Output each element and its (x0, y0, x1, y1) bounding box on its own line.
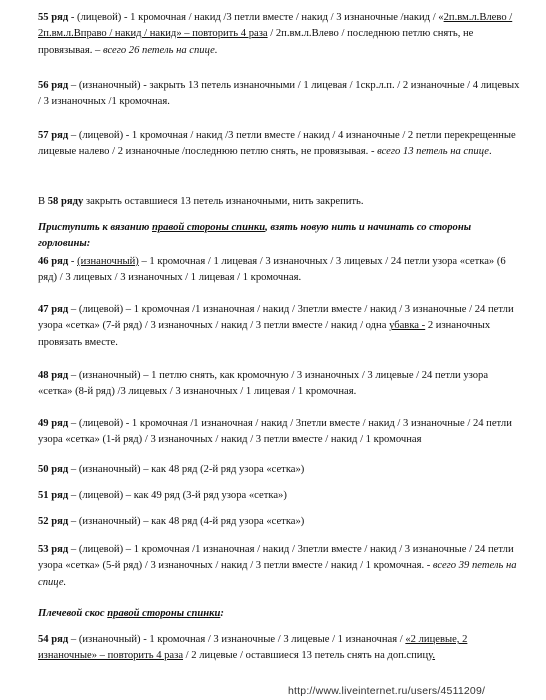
paragraph (38, 542, 520, 591)
paragraph (38, 416, 520, 449)
text-run: 47 ряд (38, 304, 69, 315)
text-run: 55 ряд (38, 12, 69, 23)
paragraph (38, 220, 520, 253)
text-run: - всего 39 петель на спице. (38, 560, 517, 588)
text-run: - (68, 256, 78, 267)
text-run: (изнаночный) (77, 256, 139, 267)
paragraph (38, 462, 520, 478)
text-run: . (488, 146, 492, 158)
text-run: 56 ряд (38, 80, 69, 91)
text-run: 46 ряд (38, 256, 69, 267)
paragraph (38, 302, 520, 351)
text-run: 48 ряд (38, 370, 69, 381)
text-run: правой стороны спинки (151, 222, 266, 233)
text-run: – всего 26 петель на спице. (95, 44, 218, 56)
text-run: Плечевой скос (38, 608, 108, 619)
paragraph (38, 10, 520, 59)
text-run: 52 ряд (38, 516, 69, 527)
text-run: – 1 кромочная / 1 лицевая / 3 изнаночных / 3 лицевых / 24 петли узора «сетка» (6 ряд) / 3 лицевых / 3 изнаночных / 1 лицевая / 1 кромочная. (38, 256, 506, 284)
text-run: – (изнаночный) - 1 кромочная / 3 изнаночные / 3 лицевые / 1 изнаночная / (68, 634, 406, 645)
text-run: – (лицевой) - 1 кромочная / накид /3 петли вместе / накид / 4 изнаночные / 2 петли перекрещенные лицевые налево / 2 изнаночные /последнюю петлю снять, не провязывая. - (38, 130, 516, 158)
paragraph (38, 606, 520, 622)
text-run: 51 ряд (38, 490, 69, 501)
text-run: , взять новую нить и начинать со стороны горловины: (38, 222, 472, 250)
text-run: 54 ряд (38, 634, 69, 645)
text-run: - (лицевой) - 1 кромочная / накид /3 петли вместе / накид / 3 изнаночные /накид / « (68, 12, 444, 23)
text-run: : (220, 608, 224, 619)
text-run: 2п.вм.л.Влево / 2п.вм.л.Вправо / накид / накид» – повторить 4 раза (38, 12, 513, 40)
text-run: / 2 лицевые / оставшиеся 13 петель снять на доп.спицу (183, 650, 433, 662)
text-run: 58 ряду (47, 196, 84, 207)
text-run: 50 ряд (38, 464, 69, 475)
text-run: – (лицевой) – как 49 ряд (3-й ряд узора «сетка») (68, 490, 287, 501)
text-run: Приступить к вязанию (38, 222, 152, 233)
text-run: – (лицевой) – 1 кромочная /1 изнаночная / накид / 3петли вместе / накид / 3 изнаночные / 24 петли узора «сетка» (5-й ряд) / 3 изнаночных / накид / 3 петли вместе / накид / 1 кромочная. (38, 544, 514, 572)
text-run: В (38, 196, 48, 207)
paragraph (38, 78, 520, 111)
text-run: – (лицевой) – 1 кромочная /1 изнаночная / накид / 3петли вместе / накид / 3 изнаночные / 24 петли узора «сетка» (7-й ряд) / 3 изнаночных / накид / 3 петли вместе / накид / одна (38, 304, 514, 332)
text-run: 57 ряд (38, 130, 69, 141)
text-run: правой стороны спинки (107, 608, 221, 619)
text-run: . (432, 650, 436, 662)
text-run: – (изнаночный) – как 48 ряд (2-й ряд узора «сетка») (68, 464, 305, 475)
paragraph (38, 194, 520, 210)
text-run: «2 лицевые, 2 изнаночные» – повторить 4 раза (38, 634, 468, 662)
text-run: всего 13 петель на спице (377, 146, 489, 158)
paragraph (38, 368, 520, 401)
text-run: – (изнаночный) - закрыть 13 петель изнаночными / 1 лицевая / 1скр.л.п. / 2 изнаночные / 4 лицевых / 3 изнаночных /1 кромочная. (38, 80, 520, 108)
text-run: – (лицевой) - 1 кромочная /1 изнаночная / накид / 3петли вместе / накид / 3 изнаночные / 24 петли узора «сетка» (1-й ряд) / 3 изнаночных / накид / 3 петли вместе / накид / 1 кромочная (38, 418, 512, 446)
watermark-url: http://www.liveinternet.ru/users/4511209/ (288, 685, 486, 697)
text-run: закрыть оставшиеся 13 петель изнаночными, нить закрепить. (83, 196, 364, 207)
text-run: 49 ряд (38, 418, 69, 429)
paragraph (38, 254, 520, 287)
paragraph (38, 128, 520, 161)
text-run: / 2п.вм.л.Влево / последнюю петлю снять, не провязывая. (38, 28, 474, 56)
text-run: убавка - (389, 320, 426, 332)
paragraph (38, 488, 520, 504)
paragraph (38, 514, 520, 530)
text-run: – (изнаночный) – 1 петлю снять, как кромочную / 3 изнаночных / 3 лицевые / 24 петли узора «сетка» (8-й ряд) /3 лицевых / 3 изнаночных / 1 лицевая / 1 кромочная. (38, 370, 489, 398)
paragraph (38, 632, 520, 665)
text-run: – (изнаночный) – как 48 ряд (4-й ряд узора «сетка») (68, 516, 305, 527)
text-run: 53 ряд (38, 544, 69, 555)
text-run: 2 изнаночных провязать вместе. (38, 320, 491, 348)
